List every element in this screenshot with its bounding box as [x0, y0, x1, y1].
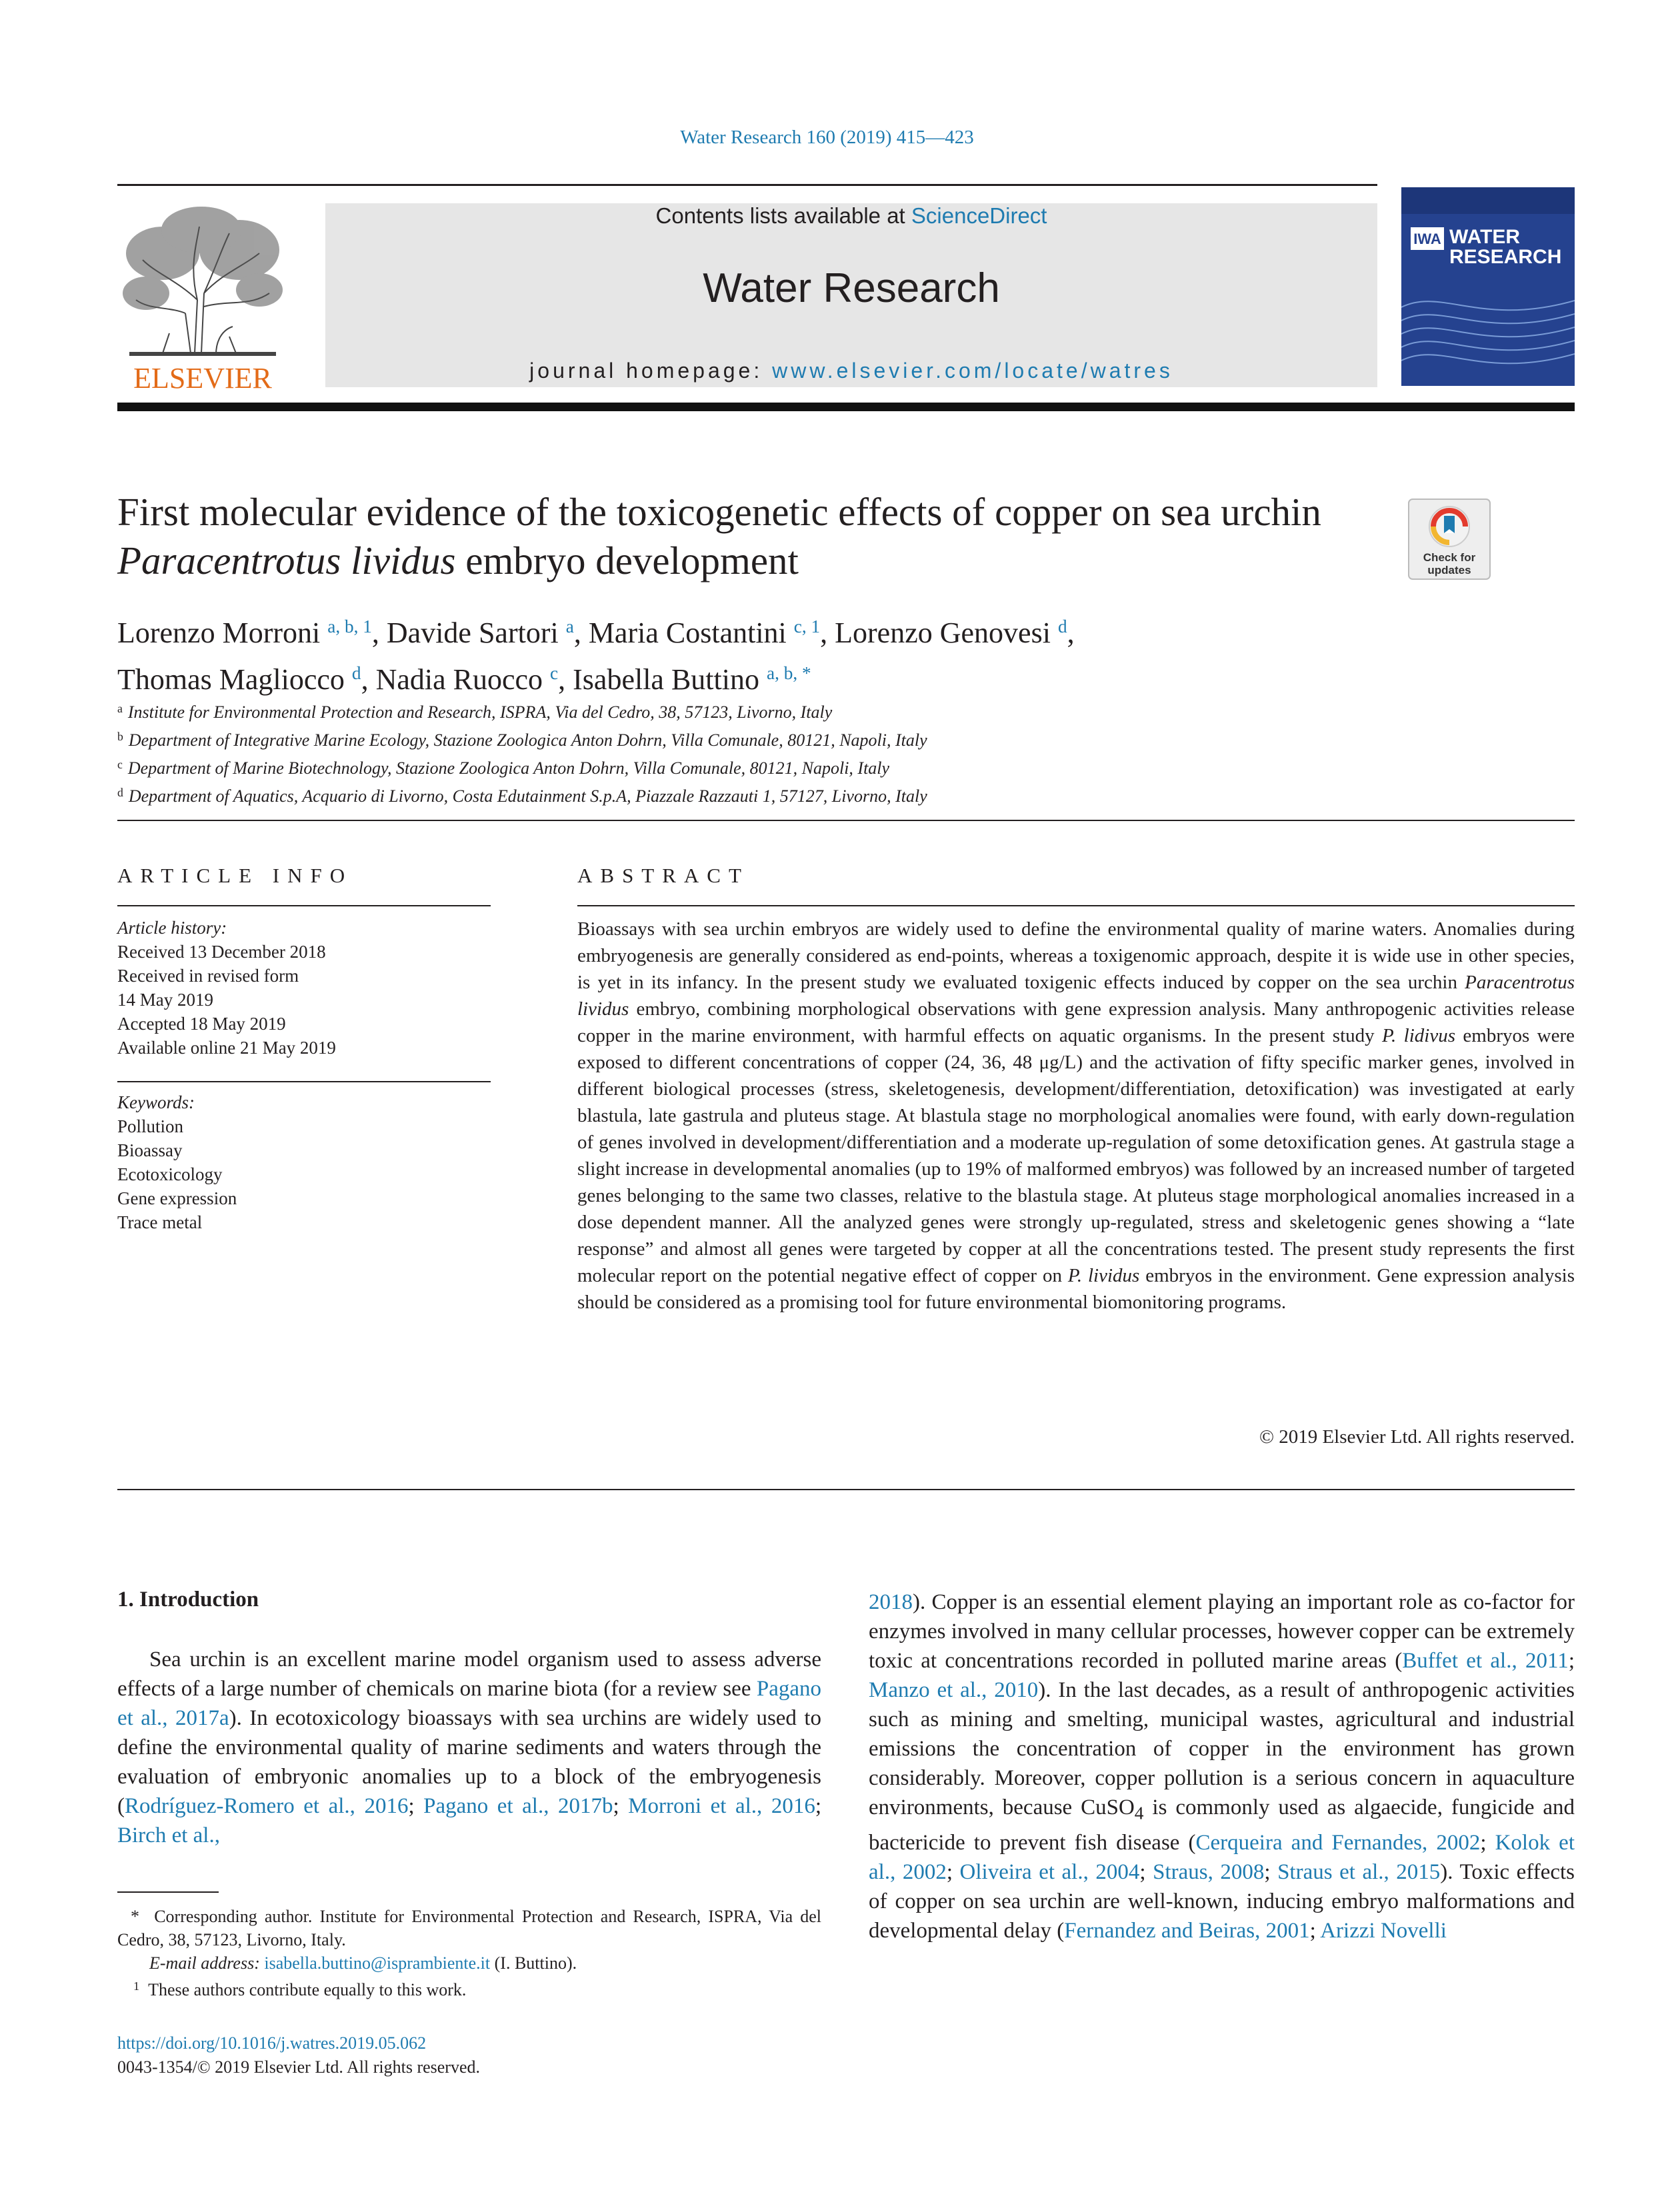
section-rule — [117, 820, 1575, 821]
cover-title-2: RESEARCH — [1449, 246, 1562, 268]
email-suffix: (I. Buttino). — [490, 1953, 577, 1973]
citation-link[interactable]: Straus et al., 2015 — [1277, 1859, 1441, 1884]
author-separator: , — [820, 616, 835, 649]
author-affiliation-mark[interactable]: d — [1057, 616, 1067, 636]
email-link[interactable]: isabella.buttino@isprambiente.it — [264, 1953, 491, 1973]
intro-text: ). In ecotoxicology bioassays with sea urchins are widely used to define the environmental quality of marine sediments and waters through the evaluation of embryonic anomalies up to a block of the embryogenesis ( — [117, 1706, 822, 1818]
citation-link[interactable]: Oliveira et al., 2004 — [959, 1859, 1140, 1884]
affiliation-key: b — [117, 729, 123, 743]
affiliation-key: d — [117, 785, 123, 799]
citation-link[interactable]: Kolok et al., 2002 — [869, 1830, 1575, 1884]
citation-link[interactable]: Arizzi Novelli — [1320, 1918, 1447, 1943]
journal-citation[interactable]: Water Research 160 (2019) 415—423 — [680, 127, 974, 148]
homepage-line — [325, 359, 1377, 383]
email-label: E-mail address: — [149, 1953, 265, 1973]
check-updates-text-1: Check for — [1423, 551, 1476, 564]
article-title — [117, 488, 1384, 585]
affiliation-item — [117, 724, 1517, 752]
affiliation-item — [117, 752, 1517, 780]
affiliation-item — [117, 696, 1517, 724]
author-affiliation-mark[interactable]: d — [351, 663, 361, 683]
author-affiliation-mark[interactable]: c, 1 — [793, 616, 821, 636]
history-item: Available online 21 May 2019 — [117, 1038, 336, 1058]
subscript: 4 — [1134, 1802, 1144, 1823]
author-name[interactable]: Isabella Buttino — [573, 663, 759, 696]
abstract-segment: embryos were exposed to different concentrations of copper (24, 36, 48 μg/L) and the activation of fifty specific marker genes, involved in different biological processes (stress, skeletogenesis, development/differentiation, detoxification) was investigated at early blastula, late gastrula and pluteus stage. At blastula stage no morphological anomalies were found, with early down-regulation of genes involved in development/differentiation and a moderate up-regulation of some detoxification genes. At gastrula stage a slight increase in developmental anomalies (up to 19% of malformed embryos) was followed by an increased number of targeted genes belonging to the same two classes, relative to the blastula stage. At pluteus stage morphological anomalies increased in a dose dependent manner. All the analyzed genes were strongly up-regulated, stress and skeletogenic genes showing a “late response” and almost all genes were targeted by copper at all the concentrations tested. The present study represents the first molecular report on the potential negative effect of copper on — [577, 1025, 1575, 1286]
homepage-link[interactable]: www.elsevier.com/locate/watres — [772, 359, 1173, 383]
email-note — [117, 1951, 821, 1975]
introduction-paragraph-right: 2018). Copper is an essential element playing an important role as co-factor for enzymes involved in many cellular processes, however copper can be extremely toxic at concentrations recorded in polluted marine areas (Buffet et al., 2011; Manzo et al., 2010). In the last decades, as a result of anthropogenic activities such as mining and smelting, municipal wastes, agricultural and industrial emissions the concentration of copper in the environment has grown considerably. Moreover, copper pollution is a serious concern in aquaculture environments, because CuSO$_4$ is commonly used as algaecide, fungicide and bactericide to prevent fish disease (Cerqueira and Fernandes, 2002; Kolok et al., 2002; Oliveira et al., 2004; Straus, 2008; Straus et al., 2015). Toxic effects of copper on sea urchin are well-known, inducing embryo malformations and developmental delay (Fernandez and Beiras, 2001; Arizzi Novelli — [869, 1590, 1575, 1943]
keywords-rule — [117, 1081, 491, 1082]
author-name[interactable]: Lorenzo Morroni — [117, 616, 321, 649]
introduction-paragraph-left: Sea urchin is an excellent marine model organism used to assess adverse effects of a large number of chemicals on marine biota (for a review see Pagano et al., 2017a). In ecotoxicology bioassays with sea urchins are widely used to define the environmental quality of marine sediments and waters through the evaluation of embryonic anomalies up to a block of the embryogenesis (Rodríguez-Romero et al., 2016; Pagano et al., 2017b; Morroni et al., 2016; Birch et al., — [117, 1648, 822, 1847]
introduction-heading: 1. Introduction — [117, 1588, 259, 1612]
article-info-heading: ARTICLE INFO — [117, 864, 353, 887]
footnote-rule — [117, 1891, 219, 1893]
citation-link[interactable]: Pagano et al., 2017b — [423, 1794, 613, 1818]
keyword-item: Pollution — [117, 1116, 184, 1136]
affiliation-text: Department of Integrative Marine Ecology, Stazione Zoologica Anton Dohrn, Villa Comunale, 80121, Napoli, Italy — [128, 730, 927, 750]
citation-link[interactable]: Manzo et al., 2010 — [869, 1678, 1039, 1702]
journal-name: Water Research — [703, 265, 1000, 311]
history-item: Received in revised form — [117, 966, 299, 986]
intro-text: ). In the last decades, as a result of anthropogenic activities such as mining and smelting, municipal wastes, agricultural and industrial emissions the concentration of copper in the environment has grown considerably. Moreover, copper pollution is a serious concern in aquaculture environments, because CuSO — [869, 1678, 1575, 1819]
history-item: Accepted 18 May 2019 — [117, 1014, 286, 1034]
affiliation-key: c — [117, 757, 123, 771]
citation-link[interactable]: Cerqueira and Fernandes, 2002 — [1195, 1830, 1481, 1855]
sciencedirect-link[interactable]: ScienceDirect — [911, 203, 1047, 228]
homepage-prefix: journal homepage: — [529, 359, 773, 383]
footnote-mark: 1 — [133, 1979, 140, 1993]
abstract-copyright: © 2019 Elsevier Ltd. All rights reserved. — [1259, 1426, 1575, 1448]
citation-link[interactable]: Rodríguez-Romero et al., 2016 — [125, 1794, 409, 1818]
citation-link[interactable]: Birch et al., — [117, 1823, 220, 1847]
author-separator: , — [361, 663, 376, 696]
author-separator: , — [573, 616, 589, 649]
citation-link[interactable]: Buffet et al., 2011 — [1402, 1649, 1569, 1673]
elsevier-logo[interactable] — [116, 200, 289, 395]
keywords — [117, 1090, 491, 1234]
author-list — [117, 606, 1451, 700]
article-info-rule — [117, 905, 491, 906]
abstract-segment: embryos in the environment. Gene expression analysis should be considered as a promising tool for future environmental biomonitoring programs. — [577, 1265, 1575, 1313]
author-separator: , — [558, 663, 573, 696]
author-name[interactable]: Lorenzo Genovesi — [835, 616, 1051, 649]
issn-line: 0043-1354/© 2019 Elsevier Ltd. All rights reserved. — [117, 2057, 480, 2077]
top-rule — [117, 184, 1377, 186]
abstract-species: P. lidivus — [1382, 1025, 1455, 1046]
abstract-heading: ABSTRACT — [577, 864, 749, 887]
footnote-text: Corresponding author. Institute for Environmental Protection and Research, ISPRA, Via del Cedro, 38, 57123, Livorno, Italy. — [117, 1907, 821, 1949]
author-affiliation-mark[interactable]: a, b, * — [766, 663, 811, 683]
journal-cover[interactable] — [1401, 187, 1575, 386]
citation-link[interactable]: Fernandez and Beiras, 2001 — [1064, 1918, 1310, 1943]
affiliation-key: a — [117, 702, 123, 715]
abstract-segment: Bioassays with sea urchin embryos are widely used to define the environmental quality of marine waters. Anomalies during embryogenesis are generally considered as end-points, whereas a toxigenomic approach, despite it is wide use in other species, is yet in its infancy. In the present study we evaluated toxigenic effects induced by copper on the sea urchin — [577, 918, 1575, 993]
elsevier-wordmark: ELSEVIER — [133, 362, 272, 395]
title-species: Paracentrotus lividus — [117, 539, 456, 582]
keyword-item: Ecotoxicology — [117, 1164, 223, 1184]
doi-link[interactable]: https://doi.org/10.1016/j.watres.2019.05.062 — [117, 2033, 427, 2053]
keyword-item: Bioassay — [117, 1140, 183, 1160]
equal-contribution-note — [117, 1975, 821, 2001]
cover-title-1: WATER — [1449, 226, 1521, 248]
doi-block — [117, 2031, 821, 2079]
abstract-rule — [577, 905, 1575, 906]
intro-text: ). Toxic effects of copper on sea urchin are well-known, inducing embryo malformations and developmental delay ( — [869, 1859, 1575, 1943]
affiliation-text: Department of Aquatics, Acquario di Livorno, Costa Edutainment S.p.A, Piazzale Razzauti 1, 57127, Livorno, Italy — [128, 786, 927, 806]
abstract-text — [577, 916, 1575, 1316]
author-name[interactable]: Davide Sartori — [386, 616, 559, 649]
history-label: Article history: — [117, 918, 227, 938]
elsevier-tree-icon — [116, 200, 289, 395]
intro-text: is commonly used as algaecide, fungicide and bactericide to prevent fish disease ( — [869, 1795, 1575, 1855]
affiliation-text: Department of Marine Biotechnology, Stazione Zoologica Anton Dohrn, Villa Comunale, 80121, Napoli, Italy — [127, 758, 890, 778]
title-part-1: First molecular evidence of the toxicogenetic effects of copper on sea urchin — [117, 490, 1321, 534]
footnote-mark: * — [131, 1907, 139, 1926]
header-thick-rule — [117, 403, 1575, 411]
contents-prefix: Contents lists available at — [655, 203, 911, 228]
author-affiliation-mark[interactable]: a, b, 1 — [327, 616, 372, 636]
cover-badge: IWA — [1413, 231, 1441, 247]
author-affiliation-mark[interactable]: c — [550, 663, 559, 683]
citation-link[interactable]: Pagano et al., 2017a — [117, 1677, 821, 1730]
author-separator: , — [1067, 616, 1075, 649]
check-updates-text-2: updates — [1427, 564, 1471, 576]
abstract-species: Paracentrotus lividus — [577, 972, 1575, 1020]
footnote-text: These authors contribute equally to this work. — [148, 1980, 467, 2000]
author-affiliation-mark[interactable]: a — [565, 616, 574, 636]
author-name[interactable]: Nadia Ruocco — [375, 663, 543, 696]
author-separator: , — [371, 616, 387, 649]
cover-waves-icon — [1401, 187, 1575, 386]
citation-link[interactable]: 2018 — [869, 1590, 913, 1614]
keywords-label: Keywords: — [117, 1092, 195, 1112]
check-for-updates-badge[interactable] — [1408, 499, 1491, 580]
intro-text: Sea urchin is an excellent marine model organism used to assess adverse effects of a large number of chemicals on marine biota (for a review see — [117, 1648, 821, 1701]
author-name[interactable]: Maria Costantini — [588, 616, 787, 649]
history-item: Received 13 December 2018 — [117, 942, 326, 962]
footnotes — [117, 1905, 821, 2001]
article-history — [117, 916, 491, 1060]
corresponding-author-note — [117, 1905, 821, 1951]
affiliation-text: Institute for Environmental Protection and Research, ISPRA, Via del Cedro, 38, 57123, Livorno, Italy — [127, 702, 833, 722]
keyword-item: Gene expression — [117, 1188, 237, 1208]
title-part-2: embryo development — [455, 539, 799, 582]
history-item: 14 May 2019 — [117, 990, 213, 1010]
affiliation-item — [117, 780, 1517, 808]
citation-link[interactable]: Morroni et al., 2016 — [628, 1794, 815, 1818]
author-name[interactable]: Thomas Magliocco — [117, 663, 345, 696]
section-rule — [117, 1489, 1575, 1490]
abstract-species: P. lividus — [1067, 1265, 1140, 1286]
citation-link[interactable]: Straus, 2008 — [1153, 1859, 1265, 1884]
keyword-item: Trace metal — [117, 1212, 203, 1232]
intro-text: ). Copper is an essential element playing an important role as co-factor for enzymes involved in many cellular processes, however copper can be extremely toxic at concentrations recorded in polluted marine areas ( — [869, 1590, 1575, 1673]
contents-line — [325, 203, 1377, 229]
abstract-segment: embryo, combining morphological observations with gene expression analysis. Many anthropogenic activities release copper in the marine environment, with harmful effects on aquatic organisms. In the present study — [577, 998, 1575, 1046]
check-for-updates-icon — [1408, 499, 1491, 580]
affiliation-list — [117, 696, 1517, 808]
